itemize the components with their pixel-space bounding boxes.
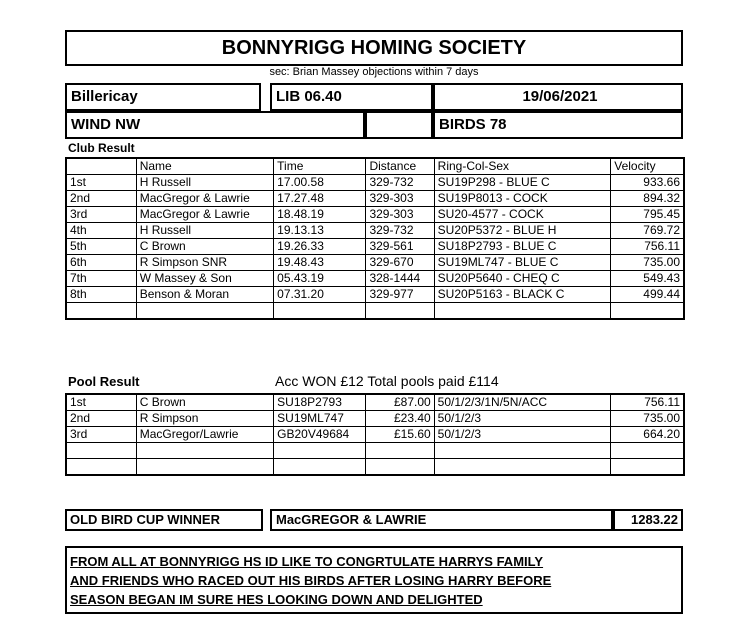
club-row — [66, 271, 684, 287]
club-row-cell: 329-561 — [366, 239, 434, 255]
pool-row-cell — [136, 443, 273, 459]
pool-row-cell: C Brown — [136, 394, 273, 411]
pool-row-cell: SU19ML747 — [274, 411, 366, 427]
pool-row-cell — [434, 459, 611, 476]
club-row-cell: SU20P5372 - BLUE H — [434, 223, 611, 239]
race-location: Billericay — [65, 83, 261, 111]
club-row-cell: 3rd — [66, 207, 136, 223]
club-row-cell: 7th — [66, 271, 136, 287]
club-row-cell: 17.27.48 — [274, 191, 366, 207]
pool-row-cell: £87.00 — [366, 394, 434, 411]
club-row-cell: SU19P8013 - COCK — [434, 191, 611, 207]
club-row-cell: 756.11 — [611, 239, 684, 255]
club-row-cell: 329-303 — [366, 207, 434, 223]
club-row-cell: 735.00 — [611, 255, 684, 271]
pool-row-cell: 664.20 — [611, 427, 684, 443]
pool-summary: Acc WON £12 Total pools paid £114 — [275, 373, 499, 389]
club-row-cell: 894.32 — [611, 191, 684, 207]
pool-row-cell — [366, 443, 434, 459]
club-row-cell: 933.66 — [611, 175, 684, 191]
club-header-cell: Velocity — [611, 158, 684, 175]
club-row-cell: 8th — [66, 287, 136, 303]
club-row — [66, 175, 684, 191]
club-row-cell: 499.44 — [611, 287, 684, 303]
secretary-line: sec: Brian Massey objections within 7 days — [269, 66, 479, 78]
pool-row — [66, 394, 684, 411]
club-row-cell: 5th — [66, 239, 136, 255]
club-row-cell: 329-732 — [366, 223, 434, 239]
pool-row-cell: 50/1/2/3 — [434, 427, 611, 443]
club-row-cell: 4th — [66, 223, 136, 239]
liberation-time: LIB 06.40 — [270, 83, 433, 111]
club-row-cell: H Russell — [136, 223, 273, 239]
society-title: BONNYRIGG HOMING SOCIETY — [65, 30, 683, 66]
club-row-cell: SU20P5640 - CHEQ C — [434, 271, 611, 287]
club-row-cell: 769.72 — [611, 223, 684, 239]
pool-row-cell — [66, 459, 136, 476]
pool-result-label: Pool Result — [68, 374, 140, 389]
club-row-cell: C Brown — [136, 239, 273, 255]
pool-row-cell: £23.40 — [366, 411, 434, 427]
pool-row — [66, 443, 684, 459]
club-row-cell — [611, 303, 684, 320]
club-row — [66, 191, 684, 207]
club-row-cell: SU18P2793 - BLUE C — [434, 239, 611, 255]
wind-direction: WIND NW — [65, 111, 365, 139]
club-row-cell: 18.48.19 — [274, 207, 366, 223]
club-row-cell: W Massey & Son — [136, 271, 273, 287]
club-result-label: Club Result — [68, 141, 135, 155]
pool-row-cell — [611, 459, 684, 476]
club-row-cell — [366, 303, 434, 320]
club-row — [66, 255, 684, 271]
cup-winner: MacGREGOR & LAWRIE — [270, 509, 613, 531]
note-line-1: FROM ALL AT BONNYRIGG HS ID LIKE TO CONGRTULATE HARRYS FAMILY — [70, 554, 544, 569]
pool-row-cell: 735.00 — [611, 411, 684, 427]
pool-row — [66, 459, 684, 476]
club-result-table — [65, 157, 685, 320]
club-row-cell: 07.31.20 — [274, 287, 366, 303]
pool-row-cell — [274, 443, 366, 459]
pool-row-cell — [66, 443, 136, 459]
congratulations-note — [65, 546, 683, 614]
club-header-cell: Ring-Col-Sex — [434, 158, 611, 175]
pool-row-cell: SU18P2793 — [274, 394, 366, 411]
pool-row-cell — [434, 443, 611, 459]
pool-row-cell: 50/1/2/3 — [434, 411, 611, 427]
pool-row-cell: £15.60 — [366, 427, 434, 443]
club-row-cell: 1st — [66, 175, 136, 191]
club-row-cell: H Russell — [136, 175, 273, 191]
pool-row — [66, 411, 684, 427]
club-row-cell: 17.00.58 — [274, 175, 366, 191]
club-header-cell — [66, 158, 136, 175]
club-header-cell: Distance — [366, 158, 434, 175]
club-row-cell — [66, 303, 136, 320]
club-row-cell: 549.43 — [611, 271, 684, 287]
cup-score: 1283.22 — [613, 509, 683, 531]
club-header-row — [66, 158, 684, 175]
note-line-3: SEASON BEGAN IM SURE HES LOOKING DOWN AND DELIGHTED — [70, 592, 483, 607]
race-info-spacer — [365, 111, 433, 139]
club-row-cell: MacGregor & Lawrie — [136, 191, 273, 207]
pool-row-cell — [366, 459, 434, 476]
club-row-cell: 329-977 — [366, 287, 434, 303]
club-header-cell: Time — [274, 158, 366, 175]
club-row-cell: R Simpson SNR — [136, 255, 273, 271]
club-row-cell: 795.45 — [611, 207, 684, 223]
pool-row-cell — [136, 459, 273, 476]
pool-row — [66, 427, 684, 443]
pool-row-cell — [274, 459, 366, 476]
club-row-cell: 329-303 — [366, 191, 434, 207]
club-row-cell: 6th — [66, 255, 136, 271]
pool-row-cell: 3rd — [66, 427, 136, 443]
club-row-cell: SU19P298 - BLUE C — [434, 175, 611, 191]
club-row-cell: SU19ML747 - BLUE C — [434, 255, 611, 271]
club-row — [66, 207, 684, 223]
club-row-cell: SU20-4577 - COCK — [434, 207, 611, 223]
pool-row-cell: R Simpson — [136, 411, 273, 427]
birds-count: BIRDS 78 — [433, 111, 683, 139]
race-date: 19/06/2021 — [433, 83, 683, 111]
pool-result-table — [65, 393, 685, 476]
cup-label: OLD BIRD CUP WINNER — [65, 509, 263, 531]
club-row — [66, 223, 684, 239]
pool-row-cell: 756.11 — [611, 394, 684, 411]
club-row-cell: 19.26.33 — [274, 239, 366, 255]
pool-row-cell: MacGregor/Lawrie — [136, 427, 273, 443]
pool-row-cell: GB20V49684 — [274, 427, 366, 443]
club-header-cell: Name — [136, 158, 273, 175]
club-row-cell: 329-732 — [366, 175, 434, 191]
note-line-2: AND FRIENDS WHO RACED OUT HIS BIRDS AFTER LOSING HARRY BEFORE — [70, 573, 552, 588]
pool-row-cell: 2nd — [66, 411, 136, 427]
club-row — [66, 239, 684, 255]
pool-row-cell: 50/1/2/3/1N/5N/ACC — [434, 394, 611, 411]
club-row-cell: 19.48.43 — [274, 255, 366, 271]
club-row-cell: MacGregor & Lawrie — [136, 207, 273, 223]
club-row-cell: 05.43.19 — [274, 271, 366, 287]
pool-row-cell — [611, 443, 684, 459]
club-row-cell — [136, 303, 273, 320]
pool-row-cell: 1st — [66, 394, 136, 411]
club-row-cell: SU20P5163 - BLACK C — [434, 287, 611, 303]
club-row — [66, 287, 684, 303]
club-row-cell — [274, 303, 366, 320]
club-row-cell: 328-1444 — [366, 271, 434, 287]
club-row-cell — [434, 303, 611, 320]
club-row-cell: Benson & Moran — [136, 287, 273, 303]
club-row — [66, 303, 684, 320]
club-row-cell: 19.13.13 — [274, 223, 366, 239]
club-row-cell: 329-670 — [366, 255, 434, 271]
club-row-cell: 2nd — [66, 191, 136, 207]
